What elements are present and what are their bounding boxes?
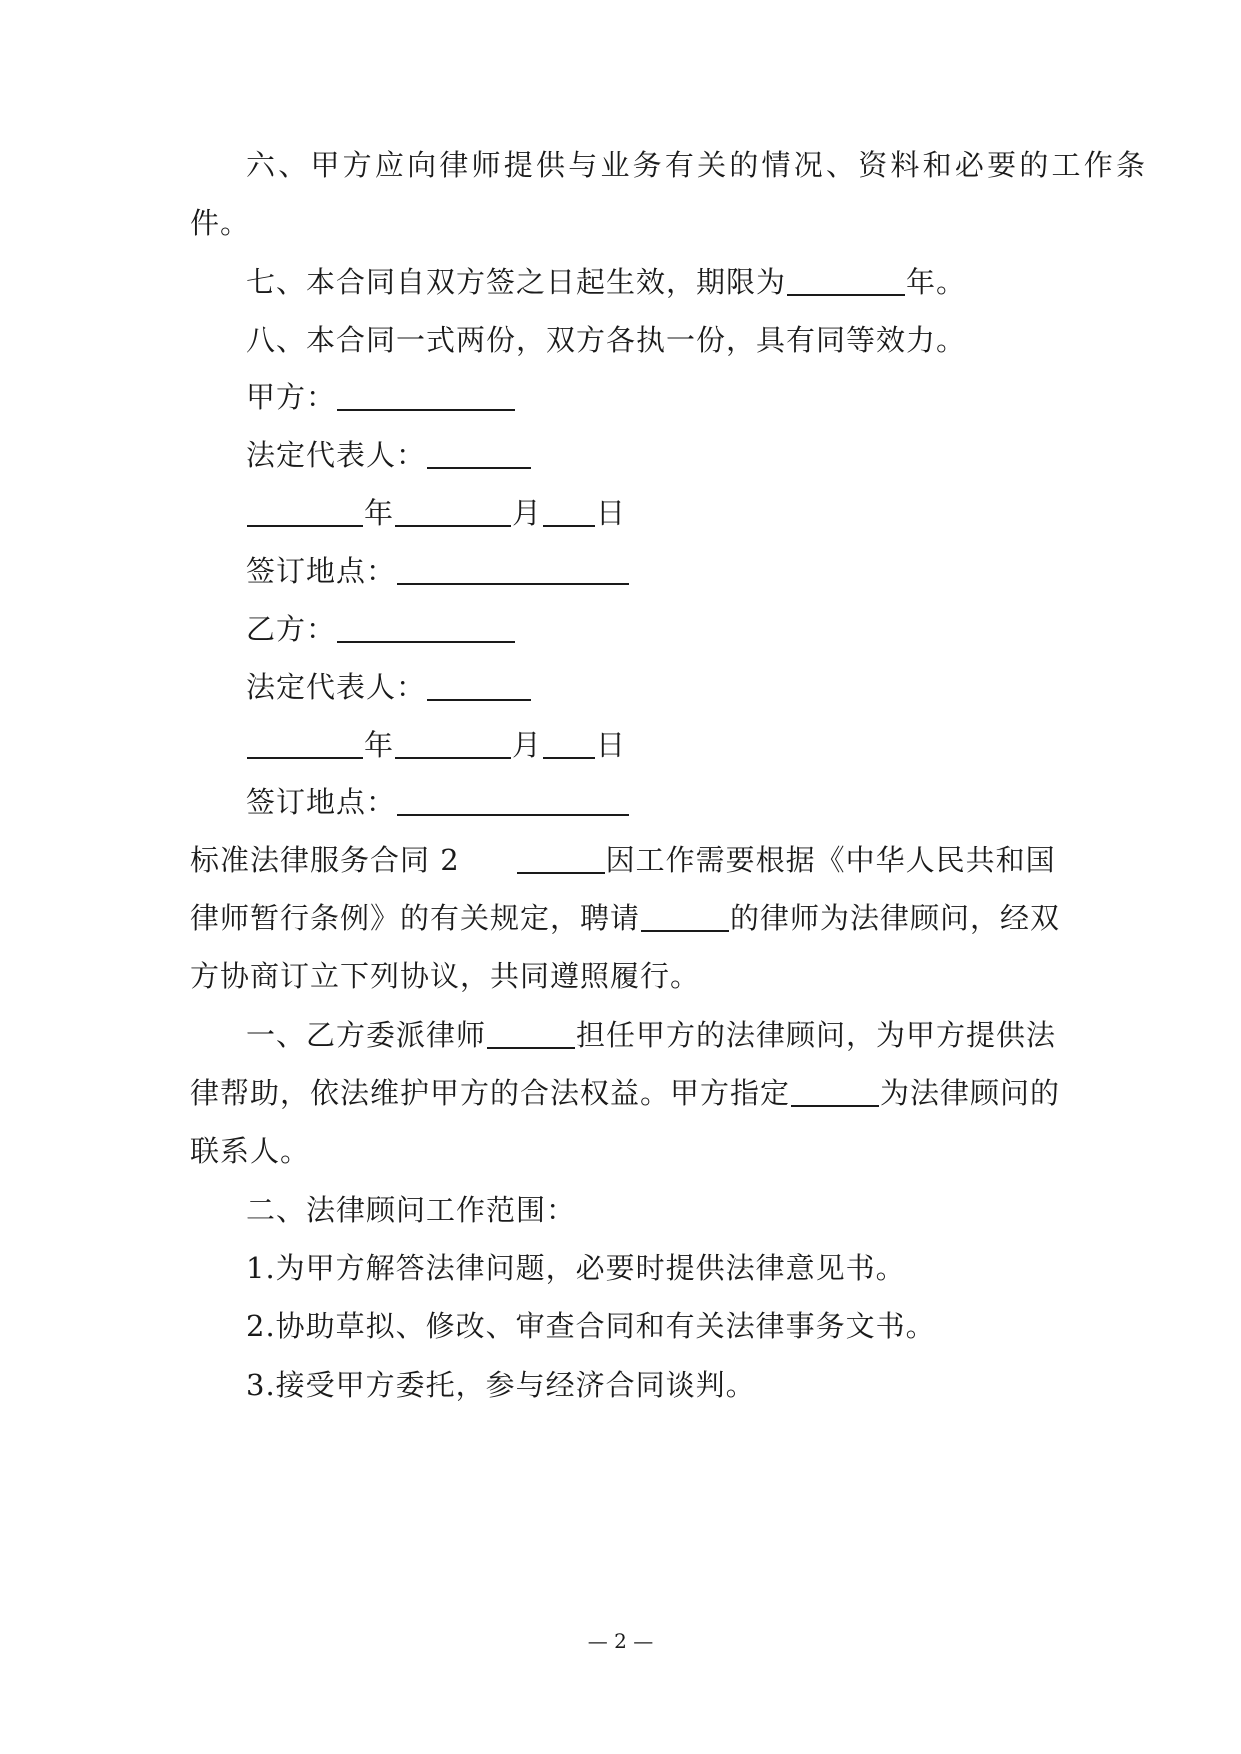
contract-2-intro: 因工作需要根据《中华人民共和国 [605,843,1056,877]
article-1-line-1 [246,1013,1146,1057]
clause-6-text-end: 件。 [190,206,251,240]
party-a-month-blank[interactable] [395,525,511,527]
month-label: 月 [512,728,543,762]
party-b-year-blank[interactable] [247,757,363,759]
party-a-place-line [246,549,1146,593]
scope-item-2-text: 2.协助草拟、修改、审查合同和有关法律事务文书。 [246,1309,936,1343]
scope-item-2 [246,1304,1146,1348]
party-a-day-blank[interactable] [543,525,595,527]
clause-6-text: 六、甲方应向律师提供与业务有关的情况、资料和必要的工作条 [246,148,1146,182]
contract-2-title: 标准法律服务合同 2 [190,843,460,877]
clause-7-text: 七、本合同自双方签之日起生效，期限为 [246,265,787,299]
month-label: 月 [512,496,543,530]
clause-8-text: 八、本合同一式两份，双方各执一份，具有同等效力。 [246,323,967,357]
party-b-label: 乙方： [246,612,337,646]
party-b-rep-label: 法定代表人： [246,670,427,704]
contract-2-line-3 [190,954,1090,998]
party-a-rep-label: 法定代表人： [246,438,427,472]
party-b-line [246,607,1146,651]
article-1-text-end: 联系人。 [190,1134,311,1168]
party-a-line [246,375,1146,419]
contract-2-intro-end: 方协商订立下列协议，共同遵照履行。 [190,959,701,993]
party-a-year-blank[interactable] [247,525,363,527]
party-b-place-label: 签订地点： [246,785,397,819]
clause-6-line-2 [190,201,1090,245]
contract-2-intro-cont-2: 的律师为法律顾问，经双 [730,901,1061,935]
article-1-text: 一、乙方委派律师 [246,1018,487,1052]
article-2-heading [246,1188,1146,1232]
page-number: — 2 — [587,1629,654,1653]
party-b-month-blank[interactable] [395,757,511,759]
article-1-text-cont-2: 律帮助，依法维护甲方的合法权益。甲方指定 [190,1076,791,1110]
day-label: 日 [596,496,627,530]
year-label: 年 [364,728,395,762]
party-b-place-blank[interactable] [397,814,629,816]
party-b-date-line [246,723,1146,767]
scope-item-3 [246,1363,1146,1407]
year-label: 年 [364,496,395,530]
day-label: 日 [596,728,627,762]
party-b-rep-blank[interactable] [427,699,531,701]
client-name-blank[interactable] [517,872,605,874]
contract-2-line-1 [190,838,1090,882]
term-years-blank[interactable] [787,294,905,296]
article-1-text-cont: 担任甲方的法律顾问，为甲方提供法 [576,1018,1057,1052]
scope-item-1-text: 1.为甲方解答法律问题，必要时提供法律意见书。 [246,1251,906,1285]
party-b-day-blank[interactable] [543,757,595,759]
clause-8 [246,318,1146,362]
party-a-place-blank[interactable] [397,583,629,585]
party-a-rep-line [246,433,1146,477]
lawyer-name-blank[interactable] [487,1047,575,1049]
scope-item-3-text: 3.接受甲方委托，参与经济合同谈判。 [246,1368,756,1402]
article-1-line-3 [190,1129,1090,1173]
contract-2-line-2 [190,896,1090,940]
law-firm-blank[interactable] [641,930,729,932]
party-a-blank[interactable] [337,409,515,411]
clause-6-line-1 [246,143,1146,187]
party-a-place-label: 签订地点： [246,554,397,588]
party-b-place-line [246,780,1146,824]
article-2-title: 二、法律顾问工作范围： [246,1193,577,1227]
article-1-text-cont-3: 为法律顾问的 [880,1076,1061,1110]
party-a-label: 甲方： [246,380,337,414]
party-a-date-line [246,491,1146,535]
article-1-line-2 [190,1071,1090,1115]
clause-7-unit: 年。 [906,265,967,299]
party-b-rep-line [246,665,1146,709]
clause-7 [246,260,1146,304]
scope-item-1 [246,1246,1146,1290]
contact-person-blank[interactable] [791,1105,879,1107]
contract-2-intro-cont: 律师暂行条例》的有关规定，聘请 [190,901,641,935]
party-a-rep-blank[interactable] [427,467,531,469]
party-b-blank[interactable] [337,641,515,643]
